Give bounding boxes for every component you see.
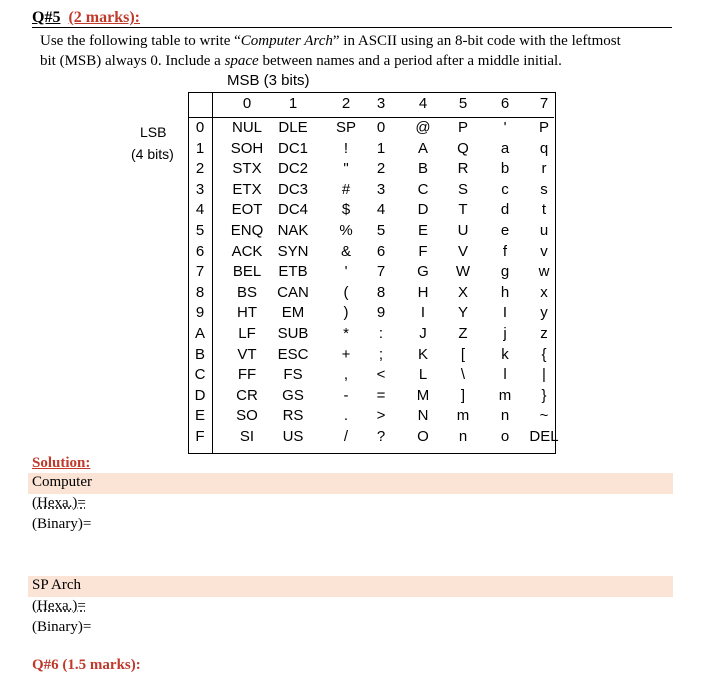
ascii-cell: G [417, 263, 429, 281]
ascii-cell: ! [343, 139, 349, 157]
msb-label: MSB (3 bits) [227, 72, 310, 89]
ascii-cell: Y [457, 304, 469, 322]
ascii-cell: [ [460, 345, 466, 363]
ascii-cell: \ [460, 366, 466, 384]
ascii-cell: P [538, 119, 550, 136]
ascii-cell: ( [343, 283, 349, 301]
ascii-cell: DC4 [277, 201, 309, 219]
ascii-cell: RS [282, 407, 304, 425]
ascii-cell: ; [378, 345, 384, 363]
ascii-cell: @ [415, 119, 431, 136]
lsb-value-F: F [195, 428, 205, 445]
ascii-cell: LF [238, 325, 256, 342]
ascii-cell: + [341, 345, 351, 363]
ascii-cell: " [343, 160, 349, 178]
ascii-cell: 6 [376, 242, 386, 260]
ascii-cell: . [343, 407, 349, 425]
ascii-cell: t [541, 201, 547, 219]
ascii-cell: ? [376, 428, 386, 445]
ascii-cell: C [417, 180, 429, 198]
answer-word-1: Computer [32, 474, 92, 490]
ascii-cell: DC3 [277, 180, 309, 198]
solution-label: Solution: [32, 455, 91, 471]
answer-hexa-1 [32, 495, 86, 512]
ascii-cell: B [417, 160, 429, 178]
ascii-cell: * [343, 325, 349, 342]
lsb-value-4: 4 [195, 201, 205, 219]
ascii-cell: STX [232, 160, 262, 178]
ascii-cell: EOT [231, 201, 263, 219]
ascii-cell: SP [335, 119, 357, 136]
ascii-cell: H [417, 283, 429, 301]
lsb-label: LSB [140, 124, 167, 140]
lsb-value-5: 5 [195, 222, 205, 239]
question-title [32, 9, 140, 27]
ascii-cell: P [457, 119, 469, 136]
lsb-bits-label: (4 bits) [131, 146, 174, 162]
ascii-cell: N [417, 407, 429, 425]
ascii-cell: g [500, 263, 510, 281]
instructions-text: Use the following table to write “ [40, 33, 241, 49]
ascii-cell: , [343, 366, 349, 384]
instructions-text: ” in ASCII using an 8-bit code with the leftmost [332, 33, 621, 49]
ascii-cell: BEL [232, 263, 262, 281]
ascii-cell: SYN [277, 242, 309, 260]
ascii-cell: 8 [376, 283, 386, 301]
ascii-cell: } [541, 386, 547, 404]
ascii-cell: a [500, 139, 510, 157]
lsb-value-8: 8 [195, 283, 205, 301]
hexa-label: (Hexa.)= [32, 598, 86, 614]
ascii-cell: = [376, 386, 386, 404]
ascii-cell: Q [457, 139, 469, 157]
ascii-cell: ' [344, 263, 348, 281]
ascii-cell: u [539, 222, 549, 239]
ascii-cell: SO [236, 407, 258, 425]
ascii-cell: ' [503, 119, 507, 136]
answer-highlight [28, 576, 673, 597]
lsb-column-divider [212, 92, 213, 454]
ascii-cell: j [503, 325, 507, 342]
instructions-emphasis: space [224, 53, 259, 69]
ascii-cell: q [539, 139, 549, 157]
ascii-cell: % [339, 222, 353, 239]
ascii-cell: k [501, 345, 509, 363]
ascii-cell: ETB [278, 263, 308, 281]
instructions-text: between names and a period after a middle initial. [258, 53, 562, 69]
instructions-quote: Computer Arch [240, 33, 333, 49]
answer-binary-1: (Binary)= [32, 516, 92, 532]
ascii-cell: ENQ [230, 222, 264, 239]
ascii-cell: J [419, 325, 427, 342]
ascii-cell: DEL [529, 428, 559, 445]
ascii-cell: ETX [232, 180, 262, 198]
ascii-cell: < [376, 366, 386, 384]
ascii-cell: n [458, 428, 468, 445]
ascii-cell: HT [237, 304, 257, 322]
question-number: Q#5 [32, 9, 61, 26]
ascii-cell: F [418, 242, 428, 260]
ascii-cell: 9 [376, 304, 386, 322]
ascii-cell: SI [239, 428, 255, 445]
ascii-cell: l [503, 366, 507, 384]
ascii-cell: ] [460, 386, 466, 404]
hexa-label: (Hexa.)= [32, 495, 86, 511]
ascii-cell: & [340, 242, 352, 260]
question-marks: (2 marks): [68, 9, 140, 26]
ascii-cell: X [457, 283, 469, 301]
ascii-cell: ) [343, 304, 349, 322]
ascii-cell: o [500, 428, 510, 445]
ascii-cell: I [420, 304, 426, 322]
ascii-cell: m [498, 386, 512, 404]
ascii-cell: v [540, 242, 548, 260]
ascii-cell: ~ [539, 407, 549, 425]
ascii-cell: FS [283, 366, 303, 384]
lsb-value-7: 7 [195, 263, 205, 281]
ascii-cell: US [282, 428, 304, 445]
ascii-cell: BS [236, 283, 258, 301]
ascii-cell: D [417, 201, 429, 219]
answer-highlight [28, 473, 673, 494]
next-question-title: Q#6 (1.5 marks): [32, 657, 141, 673]
ascii-cell: U [457, 222, 469, 239]
lsb-value-A: A [194, 325, 206, 342]
lsb-value-2: 2 [195, 160, 205, 178]
ascii-cell: e [500, 222, 510, 239]
ascii-cell: b [500, 160, 510, 178]
answer-binary-2: (Binary)= [32, 619, 92, 635]
ascii-cell: E [417, 222, 429, 239]
ascii-cell: x [540, 283, 548, 301]
msb-header-1: 1 [288, 95, 298, 112]
ascii-cell: f [502, 242, 508, 260]
ascii-cell: DC2 [277, 160, 309, 178]
ascii-cell: T [458, 201, 468, 219]
ascii-cell: W [455, 263, 471, 281]
ascii-cell: # [341, 180, 351, 198]
msb-header-3: 3 [376, 95, 386, 112]
ascii-cell: SUB [277, 325, 309, 342]
msb-header-5: 5 [458, 95, 468, 112]
ascii-cell: 3 [376, 180, 386, 198]
ascii-cell: n [500, 407, 510, 425]
ascii-cell: A [417, 139, 429, 157]
answer-word-2: SP Arch [32, 577, 82, 593]
ascii-cell: EM [281, 304, 305, 322]
ascii-cell: M [416, 386, 430, 404]
ascii-cell: R [457, 160, 469, 178]
lsb-value-0: 0 [195, 119, 205, 136]
ascii-cell: d [500, 201, 510, 219]
ascii-cell: r [541, 160, 547, 178]
lsb-value-E: E [194, 407, 206, 425]
answer-hexa-2 [32, 598, 86, 615]
ascii-cell: { [541, 345, 547, 363]
ascii-cell: c [501, 180, 509, 198]
ascii-cell: Z [458, 325, 468, 342]
ascii-cell: 2 [376, 160, 386, 178]
ascii-cell: ACK [231, 242, 263, 260]
ascii-cell: - [343, 386, 349, 404]
ascii-cell: GS [282, 386, 304, 404]
ascii-cell: w [538, 263, 550, 281]
msb-header-4: 4 [418, 95, 428, 112]
ascii-cell: DLE [278, 119, 308, 136]
ascii-cell: : [378, 325, 384, 342]
ascii-cell: h [500, 283, 510, 301]
ascii-cell: FF [237, 366, 257, 384]
ascii-cell: O [417, 428, 429, 445]
ascii-cell: 1 [376, 139, 386, 157]
msb-header-0: 0 [242, 95, 252, 112]
ascii-cell: NUL [231, 119, 263, 136]
ascii-cell: ESC [277, 345, 309, 363]
ascii-cell: $ [341, 201, 351, 219]
question-instructions [40, 31, 680, 71]
msb-header-7: 7 [539, 95, 549, 112]
ascii-cell: y [540, 304, 548, 322]
ascii-cell: DC1 [277, 139, 309, 157]
lsb-value-9: 9 [195, 304, 205, 322]
header-rule [32, 27, 672, 28]
ascii-cell: 7 [376, 263, 386, 281]
lsb-value-3: 3 [195, 180, 205, 198]
ascii-cell: / [343, 428, 349, 445]
ascii-cell: NAK [277, 222, 309, 239]
lsb-value-B: B [194, 345, 206, 363]
ascii-cell: VT [237, 345, 257, 363]
lsb-value-6: 6 [195, 242, 205, 260]
ascii-cell: I [502, 304, 508, 322]
ascii-cell: m [456, 407, 470, 425]
lsb-value-C: C [194, 366, 206, 384]
lsb-value-D: D [194, 386, 206, 404]
ascii-cell: | [542, 366, 546, 384]
ascii-cell: 5 [376, 222, 386, 239]
ascii-cell: > [376, 407, 386, 425]
ascii-cell: 0 [376, 119, 386, 136]
ascii-cell: s [540, 180, 548, 198]
ascii-cell: L [418, 366, 428, 384]
ascii-cell: CR [236, 386, 258, 404]
ascii-cell: K [417, 345, 429, 363]
ascii-cell: S [457, 180, 469, 198]
ascii-cell: SOH [230, 139, 264, 157]
lsb-value-1: 1 [195, 139, 205, 157]
instructions-text: bit (MSB) always 0. Include a [40, 53, 225, 69]
ascii-cell: z [540, 325, 548, 342]
msb-header-6: 6 [500, 95, 510, 112]
ascii-cell: 4 [376, 201, 386, 219]
ascii-cell: CAN [277, 283, 309, 301]
ascii-cell: V [457, 242, 469, 260]
msb-header-2: 2 [341, 95, 351, 112]
